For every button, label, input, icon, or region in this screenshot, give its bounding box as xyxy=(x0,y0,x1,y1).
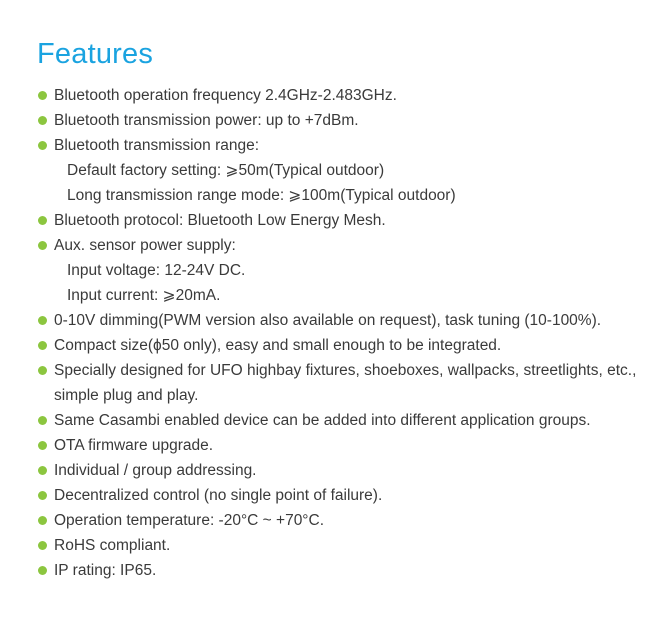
bullet-icon xyxy=(38,316,47,325)
bullet-icon xyxy=(38,566,47,575)
bullet-icon xyxy=(38,366,47,375)
feature-item xyxy=(37,308,637,333)
feature-item xyxy=(37,358,637,408)
feature-text: Bluetooth transmission power: up to +7dBm. xyxy=(54,112,359,129)
bullet-icon xyxy=(38,141,47,150)
bullet-icon xyxy=(38,466,47,475)
feature-text: Bluetooth protocol: Bluetooth Low Energy Mesh. xyxy=(54,212,386,229)
feature-text: IP rating: IP65. xyxy=(54,562,157,579)
feature-text: Operation temperature: -20°C ~ +70°C. xyxy=(54,512,325,529)
bullet-icon xyxy=(38,541,47,550)
feature-text: Bluetooth operation frequency 2.4GHz-2.483GHz. xyxy=(54,87,397,104)
feature-item xyxy=(37,408,637,433)
feature-item xyxy=(37,533,637,558)
feature-item xyxy=(37,108,637,133)
bullet-icon xyxy=(38,491,47,500)
feature-item xyxy=(37,558,637,583)
feature-item xyxy=(37,483,637,508)
feature-sub-item: Default factory setting: ⩾50m(Typical outdoor) xyxy=(67,162,385,179)
bullet-icon xyxy=(38,216,47,225)
feature-text: RoHS compliant. xyxy=(54,537,171,554)
feature-item xyxy=(37,433,637,458)
feature-item xyxy=(37,508,637,533)
feature-item xyxy=(37,83,637,108)
feature-item xyxy=(37,333,637,358)
feature-text: Decentralized control (no single point of failure). xyxy=(54,487,383,504)
feature-sub-item: Long transmission range mode: ⩾100m(Typical outdoor) xyxy=(67,187,456,204)
feature-item xyxy=(37,458,637,483)
feature-text: Compact size(ϕ50 only), easy and small enough to be integrated. xyxy=(54,337,502,354)
feature-item xyxy=(37,233,637,308)
feature-sub-item: Input current: ⩾20mA. xyxy=(67,287,221,304)
bullet-icon xyxy=(38,241,47,250)
feature-text: OTA firmware upgrade. xyxy=(54,437,214,454)
bullet-icon xyxy=(38,416,47,425)
bullet-icon xyxy=(38,91,47,100)
bullet-icon xyxy=(38,116,47,125)
bullet-icon xyxy=(38,441,47,450)
feature-item xyxy=(37,133,637,208)
feature-text: Specially designed for UFO highbay fixtures, shoeboxes, wallpacks, streetlights, etc., simple plug and play. xyxy=(54,362,637,404)
feature-text: Same Casambi enabled device can be added into different application groups. xyxy=(54,412,591,429)
feature-text: 0-10V dimming(PWM version also available on request), task tuning (10-100%). xyxy=(54,312,602,329)
features-heading: Features xyxy=(37,38,154,70)
feature-text: Bluetooth transmission range: xyxy=(54,137,260,154)
feature-sub-item: Input voltage: 12-24V DC. xyxy=(67,262,246,279)
feature-text: Aux. sensor power supply: xyxy=(54,237,236,254)
feature-item xyxy=(37,208,637,233)
feature-text: Individual / group addressing. xyxy=(54,462,257,479)
bullet-icon xyxy=(38,341,47,350)
bullet-icon xyxy=(38,516,47,525)
features-list xyxy=(37,83,637,583)
